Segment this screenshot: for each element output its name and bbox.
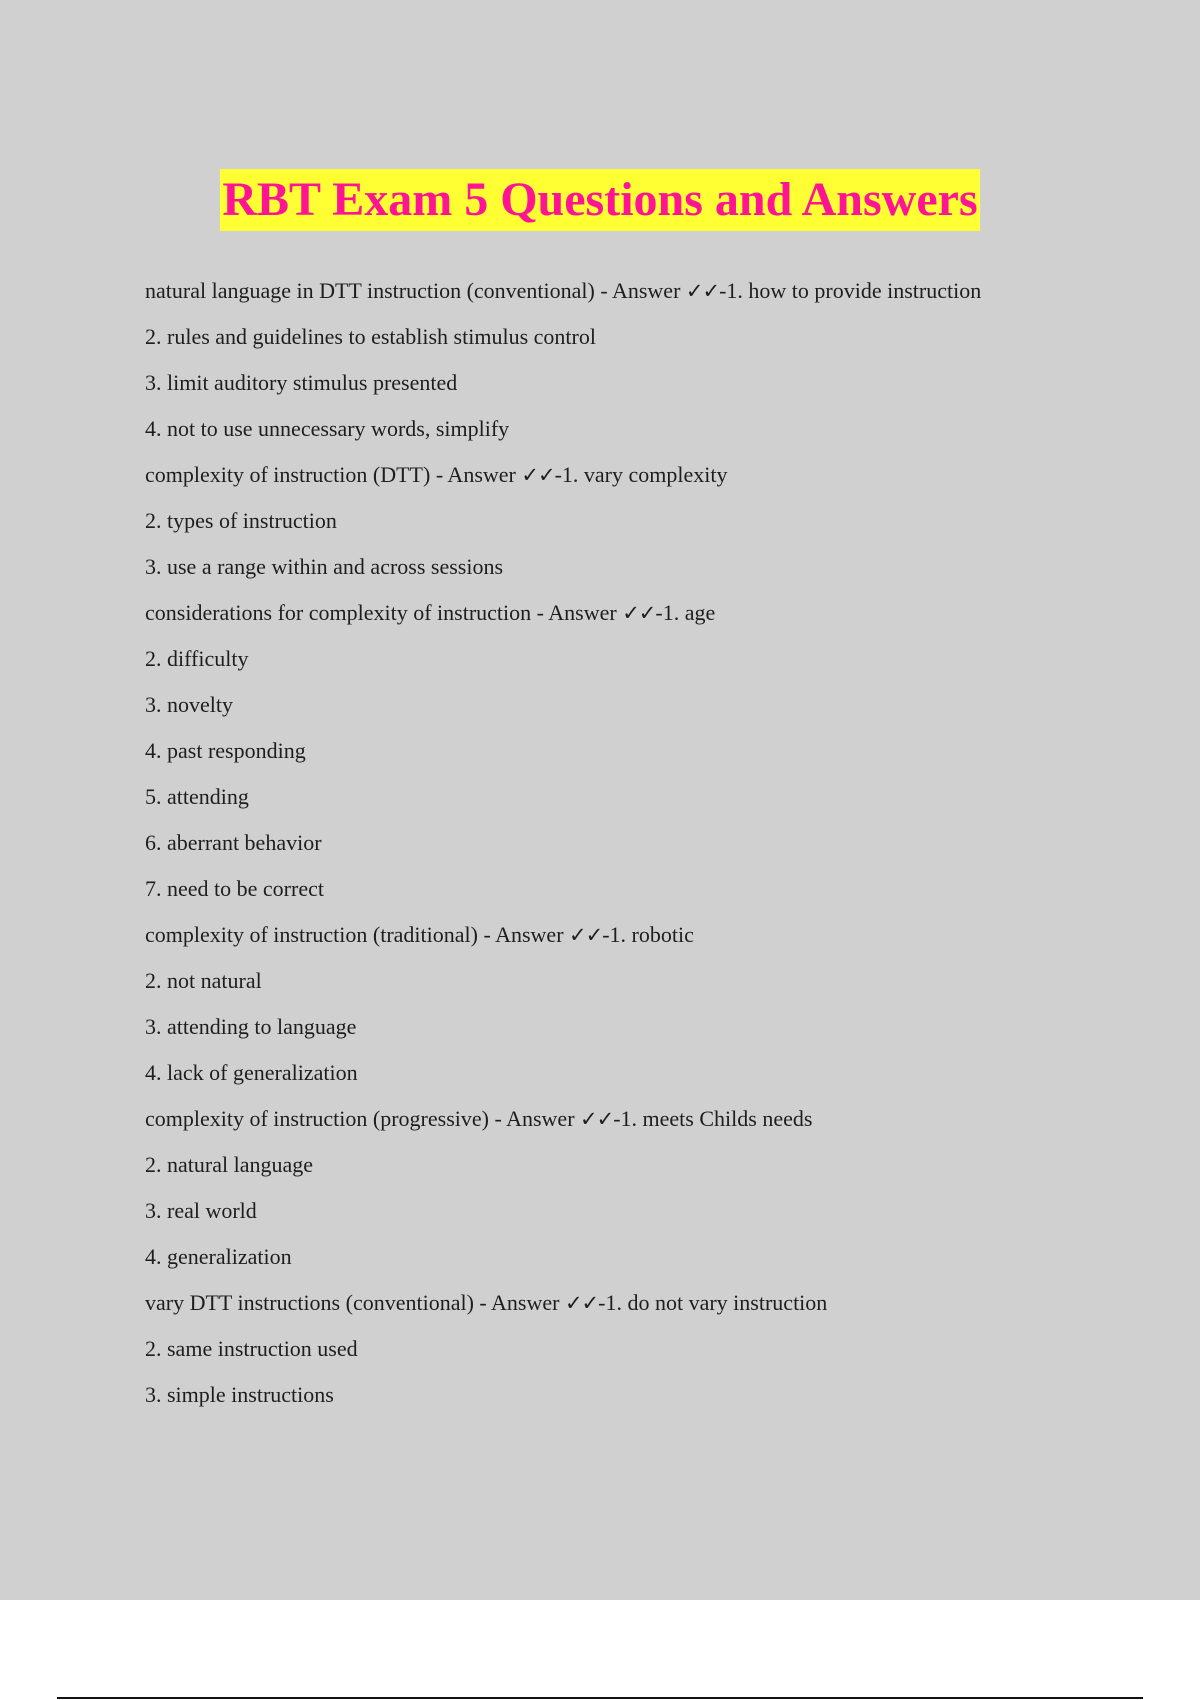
answer-line: 4. past responding xyxy=(145,738,306,763)
answer-line: 2. rules and guidelines to establish stimulus control xyxy=(145,324,596,349)
check-mark-icon: ✓✓ xyxy=(580,1107,614,1131)
answer-line: 3. use a range within and across sessions xyxy=(145,554,504,579)
answer-line: 4. lack of generalization xyxy=(145,1060,358,1085)
qa-question-line xyxy=(145,1105,1145,1133)
qa-question-line xyxy=(145,599,1145,627)
check-mark-icon: ✓✓ xyxy=(569,923,603,947)
answer-text: -1. age xyxy=(655,600,716,625)
check-mark-icon: ✓✓ xyxy=(685,279,720,303)
question-text: complexity of instruction (DTT) - Answer xyxy=(145,462,522,487)
title-block xyxy=(0,169,1200,231)
qa-question-line xyxy=(145,921,1145,949)
answer-line: 3. real world xyxy=(145,1198,257,1223)
qa-question-line xyxy=(145,277,1145,305)
answer-text: -1. do not vary instruction xyxy=(598,1290,828,1315)
question-text: considerations for complexity of instruction - Answer xyxy=(145,600,623,625)
question-text: complexity of instruction (traditional) - Answer xyxy=(145,922,570,947)
check-mark-icon: ✓✓ xyxy=(521,463,555,487)
answer-line: 5. attending xyxy=(145,784,249,809)
check-mark-icon: ✓✓ xyxy=(622,601,656,625)
footer-divider xyxy=(57,1697,1143,1699)
answer-line: 3. attending to language xyxy=(145,1014,357,1039)
answer-line: 2. natural language xyxy=(145,1152,313,1177)
answer-line: 6. aberrant behavior xyxy=(145,830,322,855)
answer-line: 3. simple instructions xyxy=(145,1382,334,1407)
answer-line: 2. not natural xyxy=(145,968,262,993)
answer-line: 2. difficulty xyxy=(145,646,249,671)
answer-text: -1. meets Childs needs xyxy=(613,1106,813,1131)
qa-question-line xyxy=(145,1289,1145,1317)
qa-question-line xyxy=(145,461,1145,489)
answer-text: -1. robotic xyxy=(602,922,694,947)
answer-text: -1. how to provide instruction xyxy=(719,278,982,303)
answer-text: -1. vary complexity xyxy=(554,462,728,487)
answer-line: 2. same instruction used xyxy=(145,1336,358,1361)
answer-line: 4. generalization xyxy=(145,1244,292,1269)
qa-list xyxy=(145,274,1145,1427)
answer-line: 4. not to use unnecessary words, simplify xyxy=(145,416,510,441)
answer-line: 3. limit auditory stimulus presented xyxy=(145,370,458,395)
document-title: RBT Exam 5 Questions and Answers xyxy=(220,169,979,231)
question-text: natural language in DTT instruction (conventional) - Answer xyxy=(145,278,686,303)
answer-line: 2. types of instruction xyxy=(145,508,337,533)
check-mark-icon: ✓✓ xyxy=(564,1291,599,1315)
question-text: vary DTT instructions (conventional) - Answer xyxy=(145,1290,565,1315)
answer-line: 3. novelty xyxy=(145,692,233,717)
question-text: complexity of instruction (progressive) - Answer xyxy=(145,1106,581,1131)
answer-line: 7. need to be correct xyxy=(145,876,324,901)
